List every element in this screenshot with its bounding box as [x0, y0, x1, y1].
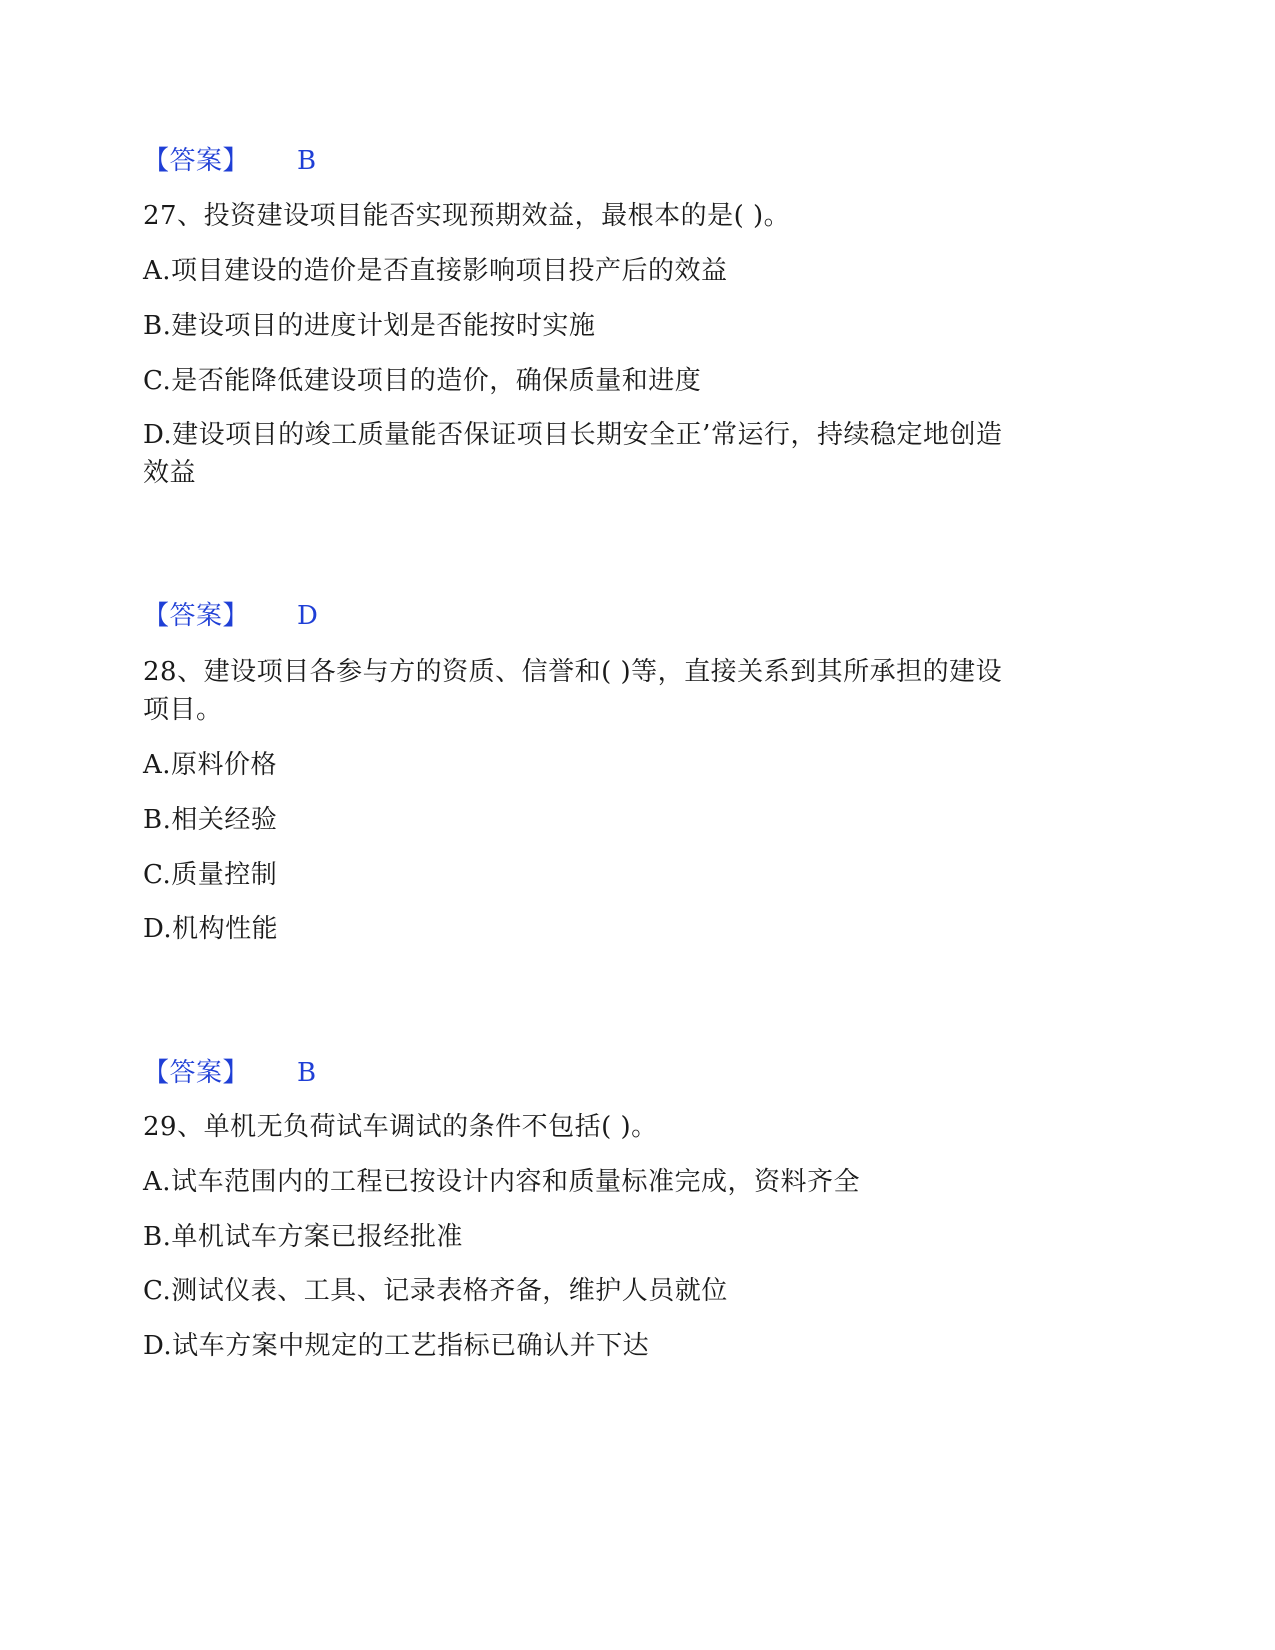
option-a: A.试车范围内的工程已按设计内容和质量标准完成，资料齐全 — [143, 1167, 861, 1197]
answer-label: 【答案】 — [143, 601, 250, 631]
option-d: D.机构性能 — [143, 914, 279, 944]
answer-value: D — [297, 601, 319, 631]
answer-value: B — [297, 146, 317, 176]
option-c: C.是否能降低建设项目的造价，确保质量和进度 — [143, 366, 702, 396]
option-b: B.单机试车方案已报经批准 — [143, 1222, 463, 1252]
answer-line — [143, 1054, 317, 1092]
answer-label: 【答案】 — [143, 146, 250, 176]
option-c: C.测试仪表、工具、记录表格齐备，维护人员就位 — [143, 1276, 728, 1306]
answer-line — [143, 597, 318, 635]
answer-line — [143, 142, 317, 180]
option-b: B.相关经验 — [143, 805, 278, 835]
question-stem: 28、建设项目各参与方的资质、信誉和( )等，直接关系到其所承担的建设 — [143, 657, 1003, 687]
option-d-continued: 效益 — [143, 458, 197, 488]
answer-value: B — [297, 1058, 317, 1088]
option-d: D.建设项目的竣工质量能否保证项目长期安全正’常运行，持续稳定地创造 — [143, 420, 1003, 450]
option-d: D.试车方案中规定的工艺指标已确认并下达 — [143, 1331, 650, 1361]
question-stem: 27、投资建设项目能否实现预期效益，最根本的是( )。 — [143, 201, 791, 231]
question-stem-continued: 项目。 — [143, 695, 223, 725]
option-b: B.建设项目的进度计划是否能按时实施 — [143, 311, 596, 341]
option-c: C.质量控制 — [143, 860, 278, 890]
question-stem: 29、单机无负荷试车调试的条件不包括( )。 — [143, 1112, 658, 1142]
option-a: A.原料价格 — [143, 750, 278, 780]
option-a: A.项目建设的造价是否直接影响项目投产后的效益 — [143, 256, 728, 286]
answer-label: 【答案】 — [143, 1058, 250, 1088]
